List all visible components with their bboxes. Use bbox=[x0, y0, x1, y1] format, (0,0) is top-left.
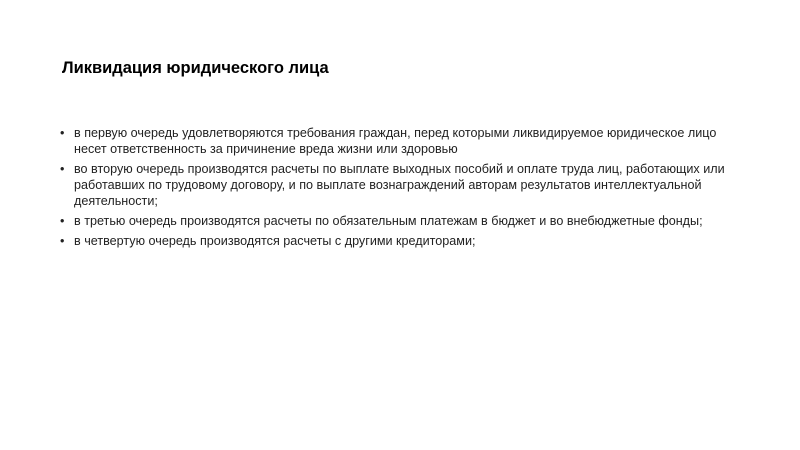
list-item bbox=[57, 125, 747, 157]
bullet-icon: • bbox=[60, 234, 65, 248]
slide-title: Ликвидация юридического лица bbox=[62, 59, 329, 77]
list-item-text: в первую очередь удовлетворяются требования граждан, перед которыми ликвидируемое юридическое лицо несет ответственность за причинение вреда жизни или здоровью bbox=[74, 126, 717, 156]
list-item-text: в четвертую очередь производятся расчеты с другими кредиторами; bbox=[74, 234, 476, 248]
list-item-text: во вторую очередь производятся расчеты по выплате выходных пособий и оплате труда лиц, работающих или работавших по трудовому договору, и по выплате вознаграждений авторам результатов интеллектуальной деятельности; bbox=[74, 162, 725, 208]
bullet-icon: • bbox=[60, 214, 65, 228]
list-item-text: в третью очередь производятся расчеты по обязательным платежам в бюджет и во внебюджетные фонды; bbox=[74, 214, 703, 228]
bullet-icon: • bbox=[60, 162, 65, 176]
list-item bbox=[57, 233, 747, 249]
bullet-icon: • bbox=[60, 126, 65, 140]
list-item bbox=[57, 213, 747, 229]
bullet-list bbox=[57, 125, 747, 253]
list-item bbox=[57, 161, 747, 209]
